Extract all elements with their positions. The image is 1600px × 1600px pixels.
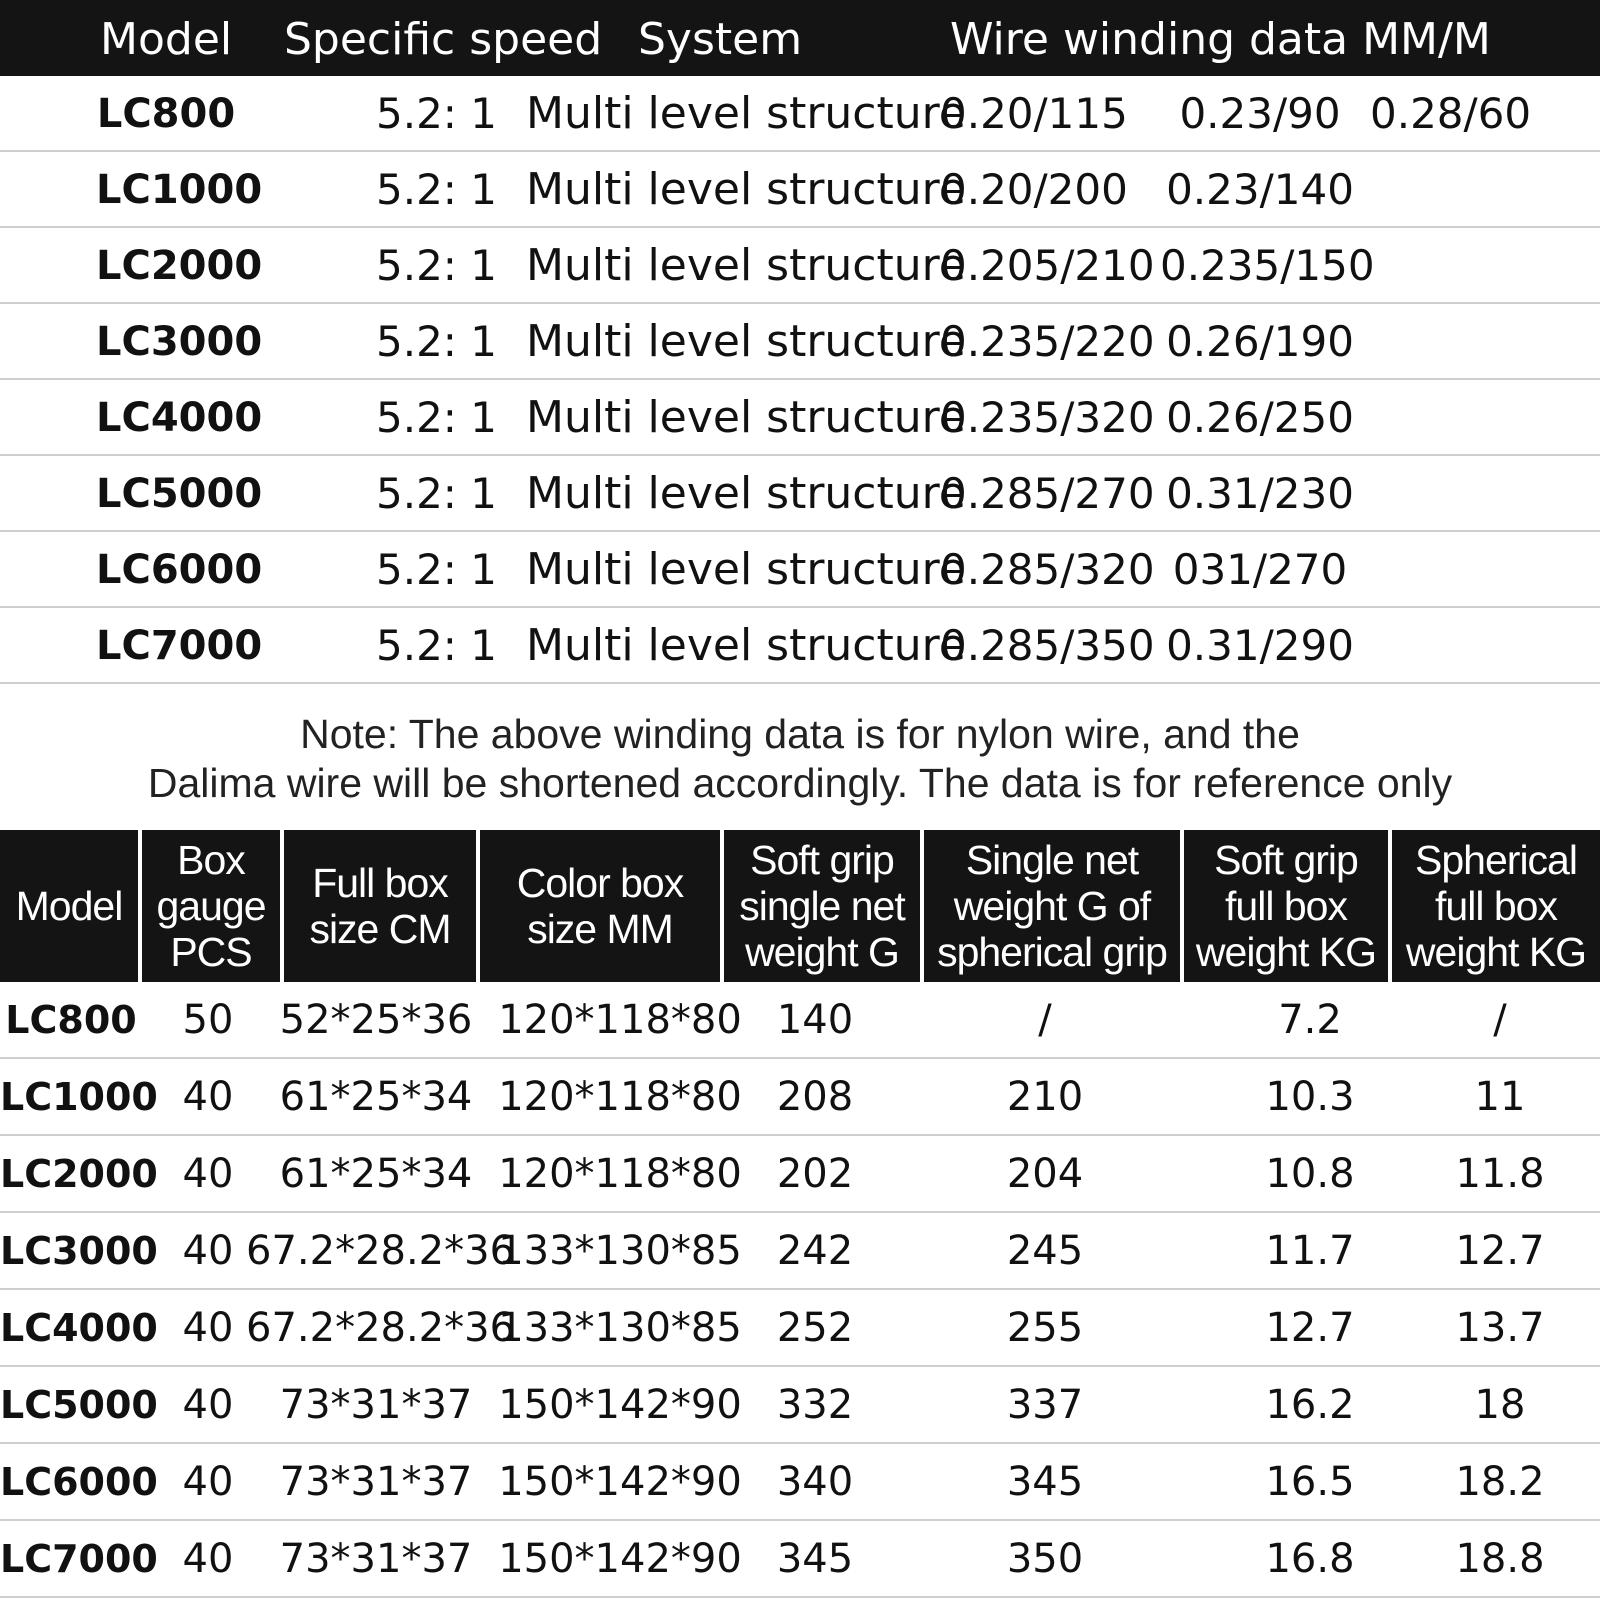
box-table-row — [0, 1136, 1600, 1213]
cell-system: Multi level structure — [526, 392, 966, 443]
cell-model: LC2000 — [96, 243, 263, 289]
cell-model: LC7000 — [0, 1537, 158, 1581]
reference-note — [0, 710, 1600, 808]
note-line-1: Note: The above winding data is for nylon wire, and the — [300, 711, 1300, 757]
cell-w1: 0.20/200 — [940, 165, 1128, 214]
winding-table-header — [0, 0, 1600, 76]
box-header-cell: Spherical full box weight KG — [1405, 837, 1587, 975]
cell-model: LC800 — [96, 91, 236, 137]
winding-table-row — [0, 532, 1600, 608]
cell-w2: 0.26/190 — [1166, 317, 1354, 366]
cell-spherical-grip-weight: 210 — [1006, 1074, 1084, 1120]
cell-model: LC5000 — [96, 471, 263, 517]
cell-speed: 5.2: 1 — [376, 469, 498, 518]
cell-spherical-grip-weight: 245 — [1006, 1228, 1084, 1274]
cell-box-gauge: 40 — [182, 1228, 234, 1274]
cell-full-box-size: 73*31*37 — [279, 1536, 473, 1582]
cell-model: LC1000 — [96, 167, 263, 213]
cell-color-box-size: 133*130*85 — [498, 1305, 742, 1351]
winding-table-row — [0, 228, 1600, 304]
cell-color-box-size: 120*118*80 — [498, 1151, 742, 1197]
winding-table-row — [0, 152, 1600, 228]
cell-spherical-box-weight: 11.8 — [1455, 1151, 1545, 1197]
winding-table-row — [0, 456, 1600, 532]
header-model: Model — [100, 14, 233, 65]
box-header-cell: Box gauge PCS — [142, 830, 284, 982]
note-line-2: Dalima wire will be shortened accordingly. The data is for reference only — [147, 760, 1453, 806]
box-header-cell: Soft grip full box weight KG — [1184, 830, 1392, 982]
cell-box-gauge: 40 — [182, 1536, 234, 1582]
cell-soft-grip-weight: 252 — [776, 1305, 854, 1351]
box-header-cell: Soft grip single net weight G — [724, 830, 924, 982]
box-table-row — [0, 1444, 1600, 1521]
cell-box-gauge: 40 — [182, 1382, 234, 1428]
cell-w1: 0.235/320 — [940, 393, 1155, 442]
cell-system: Multi level structure — [526, 544, 966, 595]
box-table-row — [0, 1367, 1600, 1444]
cell-system: Multi level structure — [526, 240, 966, 291]
cell-full-box-size: 52*25*36 — [279, 997, 473, 1043]
cell-model: LC6000 — [0, 1460, 158, 1504]
box-table-row — [0, 982, 1600, 1059]
cell-w2: 0.235/150 — [1160, 241, 1375, 290]
cell-soft-grip-weight: 345 — [776, 1536, 854, 1582]
box-table-row — [0, 1213, 1600, 1290]
cell-speed: 5.2: 1 — [376, 165, 498, 214]
cell-w2: 0.23/140 — [1166, 165, 1354, 214]
cell-box-gauge: 40 — [182, 1305, 234, 1351]
cell-color-box-size: 150*142*90 — [498, 1382, 742, 1428]
cell-box-gauge: 40 — [182, 1151, 234, 1197]
cell-model: LC800 — [5, 998, 137, 1042]
cell-w1: 0.285/320 — [940, 545, 1155, 594]
cell-w2: 0.23/90 — [1179, 89, 1341, 138]
cell-soft-grip-box-weight: 16.8 — [1265, 1536, 1355, 1582]
cell-soft-grip-weight: 202 — [776, 1151, 854, 1197]
cell-spherical-box-weight: / — [1493, 997, 1507, 1043]
cell-soft-grip-weight: 140 — [776, 997, 854, 1043]
header-specific-speed: Specific speed — [284, 14, 603, 65]
cell-spherical-box-weight: 18.8 — [1455, 1536, 1545, 1582]
cell-spherical-box-weight: 18 — [1474, 1382, 1526, 1428]
cell-model: LC3000 — [96, 319, 263, 365]
cell-model: LC1000 — [0, 1075, 158, 1119]
cell-model: LC6000 — [96, 547, 263, 593]
cell-full-box-size: 67.2*28.2*36 — [246, 1228, 516, 1274]
cell-soft-grip-box-weight: 7.2 — [1278, 997, 1342, 1043]
cell-speed: 5.2: 1 — [376, 393, 498, 442]
box-table-row — [0, 1290, 1600, 1367]
winding-table-row — [0, 76, 1600, 152]
winding-table-row — [0, 380, 1600, 456]
cell-color-box-size: 120*118*80 — [498, 1074, 742, 1120]
winding-table-row — [0, 304, 1600, 380]
header-system: System — [638, 14, 803, 65]
cell-soft-grip-weight: 242 — [776, 1228, 854, 1274]
cell-spherical-box-weight: 13.7 — [1455, 1305, 1545, 1351]
box-table — [0, 830, 1600, 1598]
cell-model: LC7000 — [96, 623, 263, 669]
cell-system: Multi level structure — [526, 468, 966, 519]
cell-soft-grip-box-weight: 16.5 — [1265, 1459, 1355, 1505]
cell-spherical-grip-weight: / — [1038, 997, 1052, 1043]
box-table-header — [0, 830, 1600, 982]
cell-soft-grip-box-weight: 16.2 — [1265, 1382, 1355, 1428]
cell-model: LC4000 — [96, 395, 263, 441]
cell-system: Multi level structure — [526, 620, 966, 671]
cell-w1: 0.205/210 — [940, 241, 1155, 290]
box-header-cell: Full box size CM — [284, 830, 480, 982]
cell-spherical-grip-weight: 350 — [1006, 1536, 1084, 1582]
cell-w1: 0.285/350 — [940, 621, 1155, 670]
cell-color-box-size: 150*142*90 — [498, 1536, 742, 1582]
cell-soft-grip-box-weight: 12.7 — [1265, 1305, 1355, 1351]
cell-soft-grip-weight: 340 — [776, 1459, 854, 1505]
box-header-cell: Model — [0, 830, 142, 982]
cell-soft-grip-box-weight: 11.7 — [1265, 1228, 1355, 1274]
cell-spherical-box-weight: 12.7 — [1455, 1228, 1545, 1274]
cell-system: Multi level structure — [526, 316, 966, 367]
cell-box-gauge: 40 — [182, 1074, 234, 1120]
cell-full-box-size: 61*25*34 — [279, 1151, 473, 1197]
cell-full-box-size: 67.2*28.2*36 — [246, 1305, 516, 1351]
cell-box-gauge: 40 — [182, 1459, 234, 1505]
cell-spherical-box-weight: 11 — [1474, 1074, 1526, 1120]
cell-speed: 5.2: 1 — [376, 241, 498, 290]
winding-table — [0, 0, 1600, 684]
cell-speed: 5.2: 1 — [376, 621, 498, 670]
cell-speed: 5.2: 1 — [376, 545, 498, 594]
cell-spherical-grip-weight: 204 — [1006, 1151, 1084, 1197]
cell-w2: 0.26/250 — [1166, 393, 1354, 442]
cell-spherical-grip-weight: 255 — [1006, 1305, 1084, 1351]
box-table-row — [0, 1059, 1600, 1136]
cell-w2: 031/270 — [1172, 545, 1348, 594]
cell-color-box-size: 133*130*85 — [498, 1228, 742, 1274]
cell-model: LC5000 — [0, 1383, 158, 1427]
cell-box-gauge: 50 — [182, 997, 234, 1043]
cell-speed: 5.2: 1 — [376, 317, 498, 366]
cell-model: LC3000 — [0, 1229, 158, 1273]
cell-w3: 0.28/60 — [1370, 89, 1532, 138]
cell-color-box-size: 150*142*90 — [498, 1459, 742, 1505]
cell-w1: 0.20/115 — [940, 89, 1128, 138]
cell-soft-grip-box-weight: 10.3 — [1265, 1074, 1355, 1120]
cell-full-box-size: 73*31*37 — [279, 1382, 473, 1428]
cell-speed: 5.2: 1 — [376, 89, 498, 138]
cell-w1: 0.285/270 — [940, 469, 1155, 518]
cell-soft-grip-weight: 208 — [776, 1074, 854, 1120]
cell-system: Multi level structure — [526, 164, 966, 215]
winding-table-row — [0, 608, 1600, 684]
box-header-cell: Color box size MM — [480, 830, 724, 982]
cell-system: Multi level structure — [526, 88, 966, 139]
cell-w2: 0.31/230 — [1166, 469, 1354, 518]
cell-soft-grip-weight: 332 — [776, 1382, 854, 1428]
cell-spherical-box-weight: 18.2 — [1455, 1459, 1545, 1505]
cell-w1: 0.235/220 — [940, 317, 1155, 366]
cell-soft-grip-box-weight: 10.8 — [1265, 1151, 1355, 1197]
box-table-row — [0, 1521, 1600, 1598]
cell-w2: 0.31/290 — [1166, 621, 1354, 670]
cell-full-box-size: 61*25*34 — [279, 1074, 473, 1120]
cell-model: LC4000 — [0, 1306, 158, 1350]
header-wire-winding: Wire winding data MM/M — [950, 14, 1491, 65]
cell-spherical-grip-weight: 345 — [1006, 1459, 1084, 1505]
box-header-cell: Single net weight G of spherical grip — [924, 830, 1184, 982]
cell-spherical-grip-weight: 337 — [1006, 1382, 1084, 1428]
cell-full-box-size: 73*31*37 — [279, 1459, 473, 1505]
cell-color-box-size: 120*118*80 — [498, 997, 742, 1043]
cell-model: LC2000 — [0, 1152, 158, 1196]
